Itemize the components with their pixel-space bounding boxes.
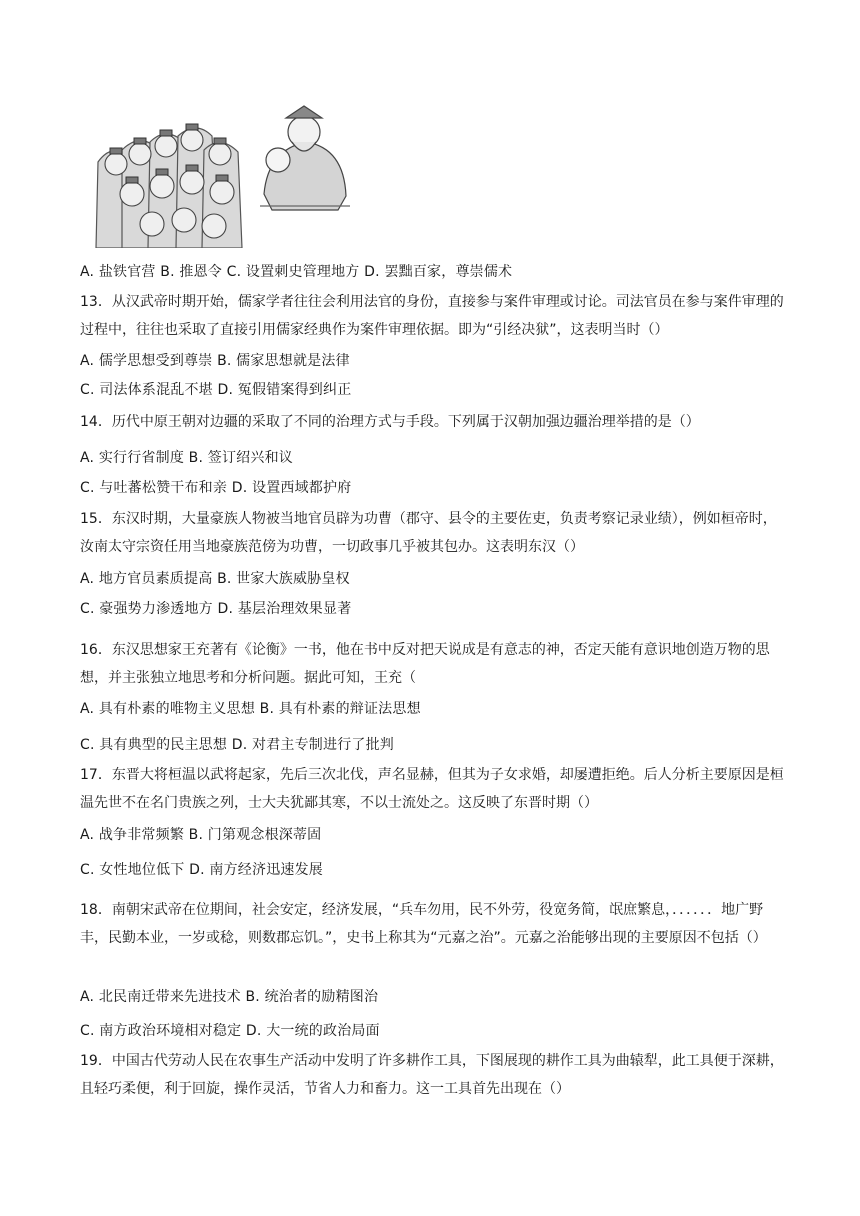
q16-options-ab: A. 具有朴素的唯物主义思想 B. 具有朴素的辩证法思想 [80,701,421,717]
q14-options-cd: C. 与吐蕃松赞干布和亲 D. 设置西域都护府 [80,480,352,496]
q14-options-ab: A. 实行行省制度 B. 签订绍兴和议 [80,450,293,466]
q13-stem: 13．从汉武帝时期开始，儒家学者往往会利用法官的身份，直接参与案件审理或讨论。司法官员在参与案件审理的过程中，往往也采取了直接引用儒家经典作为案件审理依据。即为“引经决狱”，这表明当时（） [80,294,784,338]
q18-options-ab: A. 北民南迁带来先进技术 B. 统治者的励精图治 [80,989,379,1005]
emperor-scholars-illustration [92,102,354,248]
q16-options-cd: C. 具有典型的民主思想 D. 对君主专制进行了批判 [80,737,395,753]
q15-options-cd: C. 豪强势力渗透地方 D. 基层治理效果显著 [80,601,352,617]
q19-stem: 19．中国古代劳动人民在农事生产活动中发明了许多耕作工具，下图展现的耕作工具为曲辕犁，此工具便于深耕，且轻巧柔便，利于回旋，操作灵活，节省人力和畜力。这一工具首先出现在（） [80,1053,784,1097]
q18-stem: 18．南朝宋武帝在位期间，社会安定，经济发展，“兵车勿用，民不外劳，役宽务简，氓庶繁息，．．．．．．地广野丰，民勤本业，一岁或稔，则数郡忘饥。”，史书上称其为“元嘉之治”。元嘉之治能够出现的主要原因不包括（） [80,902,767,946]
q12-options: A. 盐铁官营 B. 推恩令 C. 设置刺史管理地方 D. 罢黜百家，尊崇儒术 [80,264,513,280]
q17-options-cd: C. 女性地位低下 D. 南方经济迅速发展 [80,862,324,878]
q13-options-cd: C. 司法体系混乱不堪 D. 冤假错案得到纠正 [80,382,352,398]
q13-options-ab: A. 儒学思想受到尊崇 B. 儒家思想就是法律 [80,353,350,369]
q17-stem: 17．东晋大将桓温以武将起家，先后三次北伐，声名显赫，但其为子女求婚，却屡遭拒绝。后人分析主要原因是桓温先世不在名门贵族之列，士大夫犹鄙其寒，不以士流处之。这反映了东晋时期（） [80,767,784,811]
q15-options-ab: A. 地方官员素质提高 B. 世家大族威胁皇权 [80,571,350,587]
q14-stem: 14．历代中原王朝对边疆的采取了不同的治理方式与手段。下列属于汉朝加强边疆治理举措的是（） [80,414,700,430]
q17-options-ab: A. 战争非常频繁 B. 门第观念根深蒂固 [80,827,322,843]
q18-options-cd: C. 南方政治环境相对稳定 D. 大一统的政治局面 [80,1023,380,1039]
q16-stem: 16．东汉思想家王充著有《论衡》一书，他在书中反对把天说成是有意志的神，否定天能有意识地创造万物的思想，并主张独立地思考和分析问题。据此可知，王充（ [80,642,770,686]
q15-stem: 15．东汉时期，大量豪族人物被当地官员辟为功曹（郡守、县令的主要佐吏，负责考察记录业绩），例如桓帝时，汝南太守宗资任用当地豪族范傍为功曹，一切政事几乎被其包办。这表明东汉（） [80,511,777,555]
